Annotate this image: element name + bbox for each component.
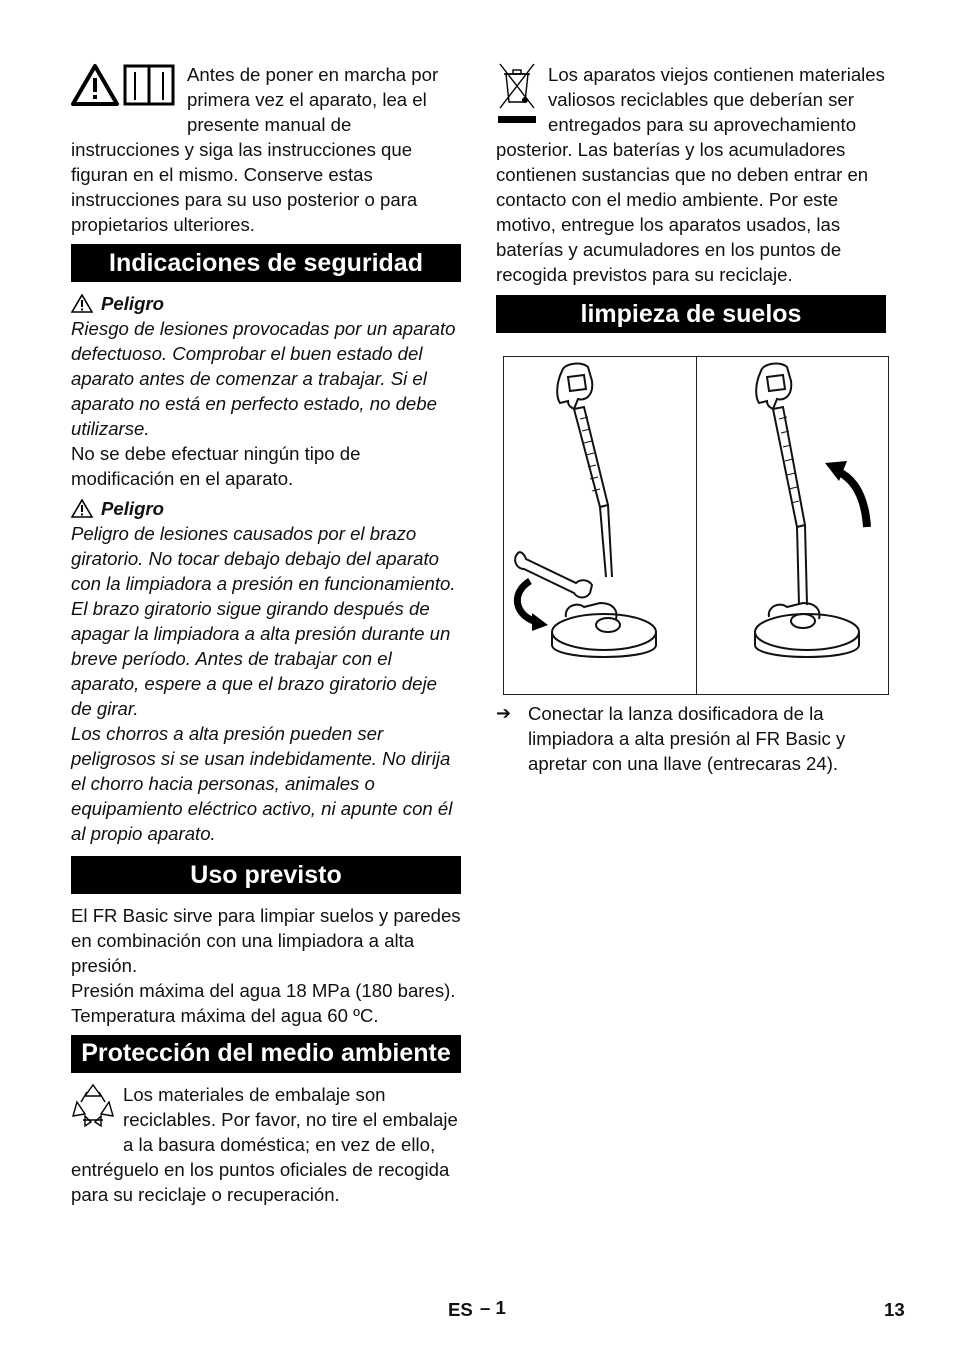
step-connect-lance [496,701,886,776]
step-text: Conectar la lanza dosificadora de la limpiadora a alta presión al FR Basic y apretar con una llave (entrecaras 24). [528,703,846,774]
danger-text-1: Riesgo de lesiones provocadas por un aparato defectuoso. Comprobar el buen estado del aparato antes de comenzar a trabajar. Si el aparato no está en perfecto estado, no debe utilizarse. [71,318,456,439]
illustration-panel-tighten [504,357,696,694]
danger-text-2c: Los chorros a alta presión pueden ser peligrosos si se usan indebidamente. No dirija el chorro hacia personas, animales o equipamiento eléctrico activo, ni apunte con él al propio aparato. [71,723,453,844]
weee-icon-box [496,62,538,130]
crossed-bin-icon [496,62,538,124]
use-text-2: Presión máxima del agua 18 MPa (180 bares). Temperatura máxima del agua 60 ºC. [71,980,456,1026]
danger-label-1 [71,291,461,316]
use-text-1: El FR Basic sirve para limpiar suelos y paredes en combinación con una limpiadora a alta presión. [71,905,461,976]
intro-icons [71,62,179,114]
recycle-icon-box [71,1082,115,1134]
warning-triangle-icon [71,294,93,313]
arrow-right-icon: ➔ [496,703,512,723]
modification-note: No se debe efectuar ningún tipo de modificación en el aparato. [71,443,361,489]
danger-text-2a: Peligro de lesiones causados por el brazo giratorio. No tocar debajo debajo del aparato con la limpiadora a presión en funcionamiento. [71,523,456,594]
right-column [496,62,886,776]
lance-wrench-illustration [504,357,696,694]
safety-heading: Indicaciones de seguridad [71,244,461,282]
danger-label-text-1: Peligro [101,293,165,314]
footer-language: ES [448,1299,473,1320]
environment-text: Los materiales de embalaje son reciclables. Por favor, no tire el embalaje a la basura doméstica; en vez de ello, entréguelo en los puntos oficiales de recogida para su reciclaje o recuperación. [71,1084,458,1205]
left-column [71,62,461,1207]
floor-cleaning-heading: limpieza de suelos [496,295,886,333]
warning-manual-icon [71,62,179,108]
danger-text-2b: El brazo giratorio sigue girando después de apagar la limpiadora a alta presión durante un breve período. Antes de trabajar con el aparato, espere a que el brazo giratorio deje de girar. [71,598,451,719]
assembly-illustration [503,356,889,695]
intro-block [71,62,461,237]
weee-text: Los aparatos viejos contienen materiales valiosos reciclables que deberían ser entregados para su aprovechamiento posterior. Las baterías y los acumuladores contienen sustancias que no deben entrar en contacto con el medio ambiente. Por este motivo, entregue los aparatos usados, las baterías y acumuladores en los puntos de recogida previstos para su reciclaje. [496,64,885,285]
use-heading: Uso previsto [71,856,461,894]
lance-mounted-illustration [697,357,889,694]
recycle-icon [71,1082,115,1128]
danger-label-text-2: Peligro [101,498,165,519]
environment-block [71,1082,461,1207]
danger-label-2 [71,496,461,521]
weee-block [496,62,886,287]
footer-section-number: – 1 [480,1297,506,1318]
page-number: 13 [884,1299,905,1320]
intro-text: Antes de poner en marcha por primera vez el aparato, lea el presente manual de instrucciones y siga las instrucciones que figuran en el mismo. Conserve estas instrucciones para su uso posterior o para propietarios ulteriores. [71,64,439,235]
environment-heading: Protección del medio ambiente [71,1035,461,1073]
illustration-panel-mounted [696,357,889,694]
warning-triangle-icon [71,499,93,518]
